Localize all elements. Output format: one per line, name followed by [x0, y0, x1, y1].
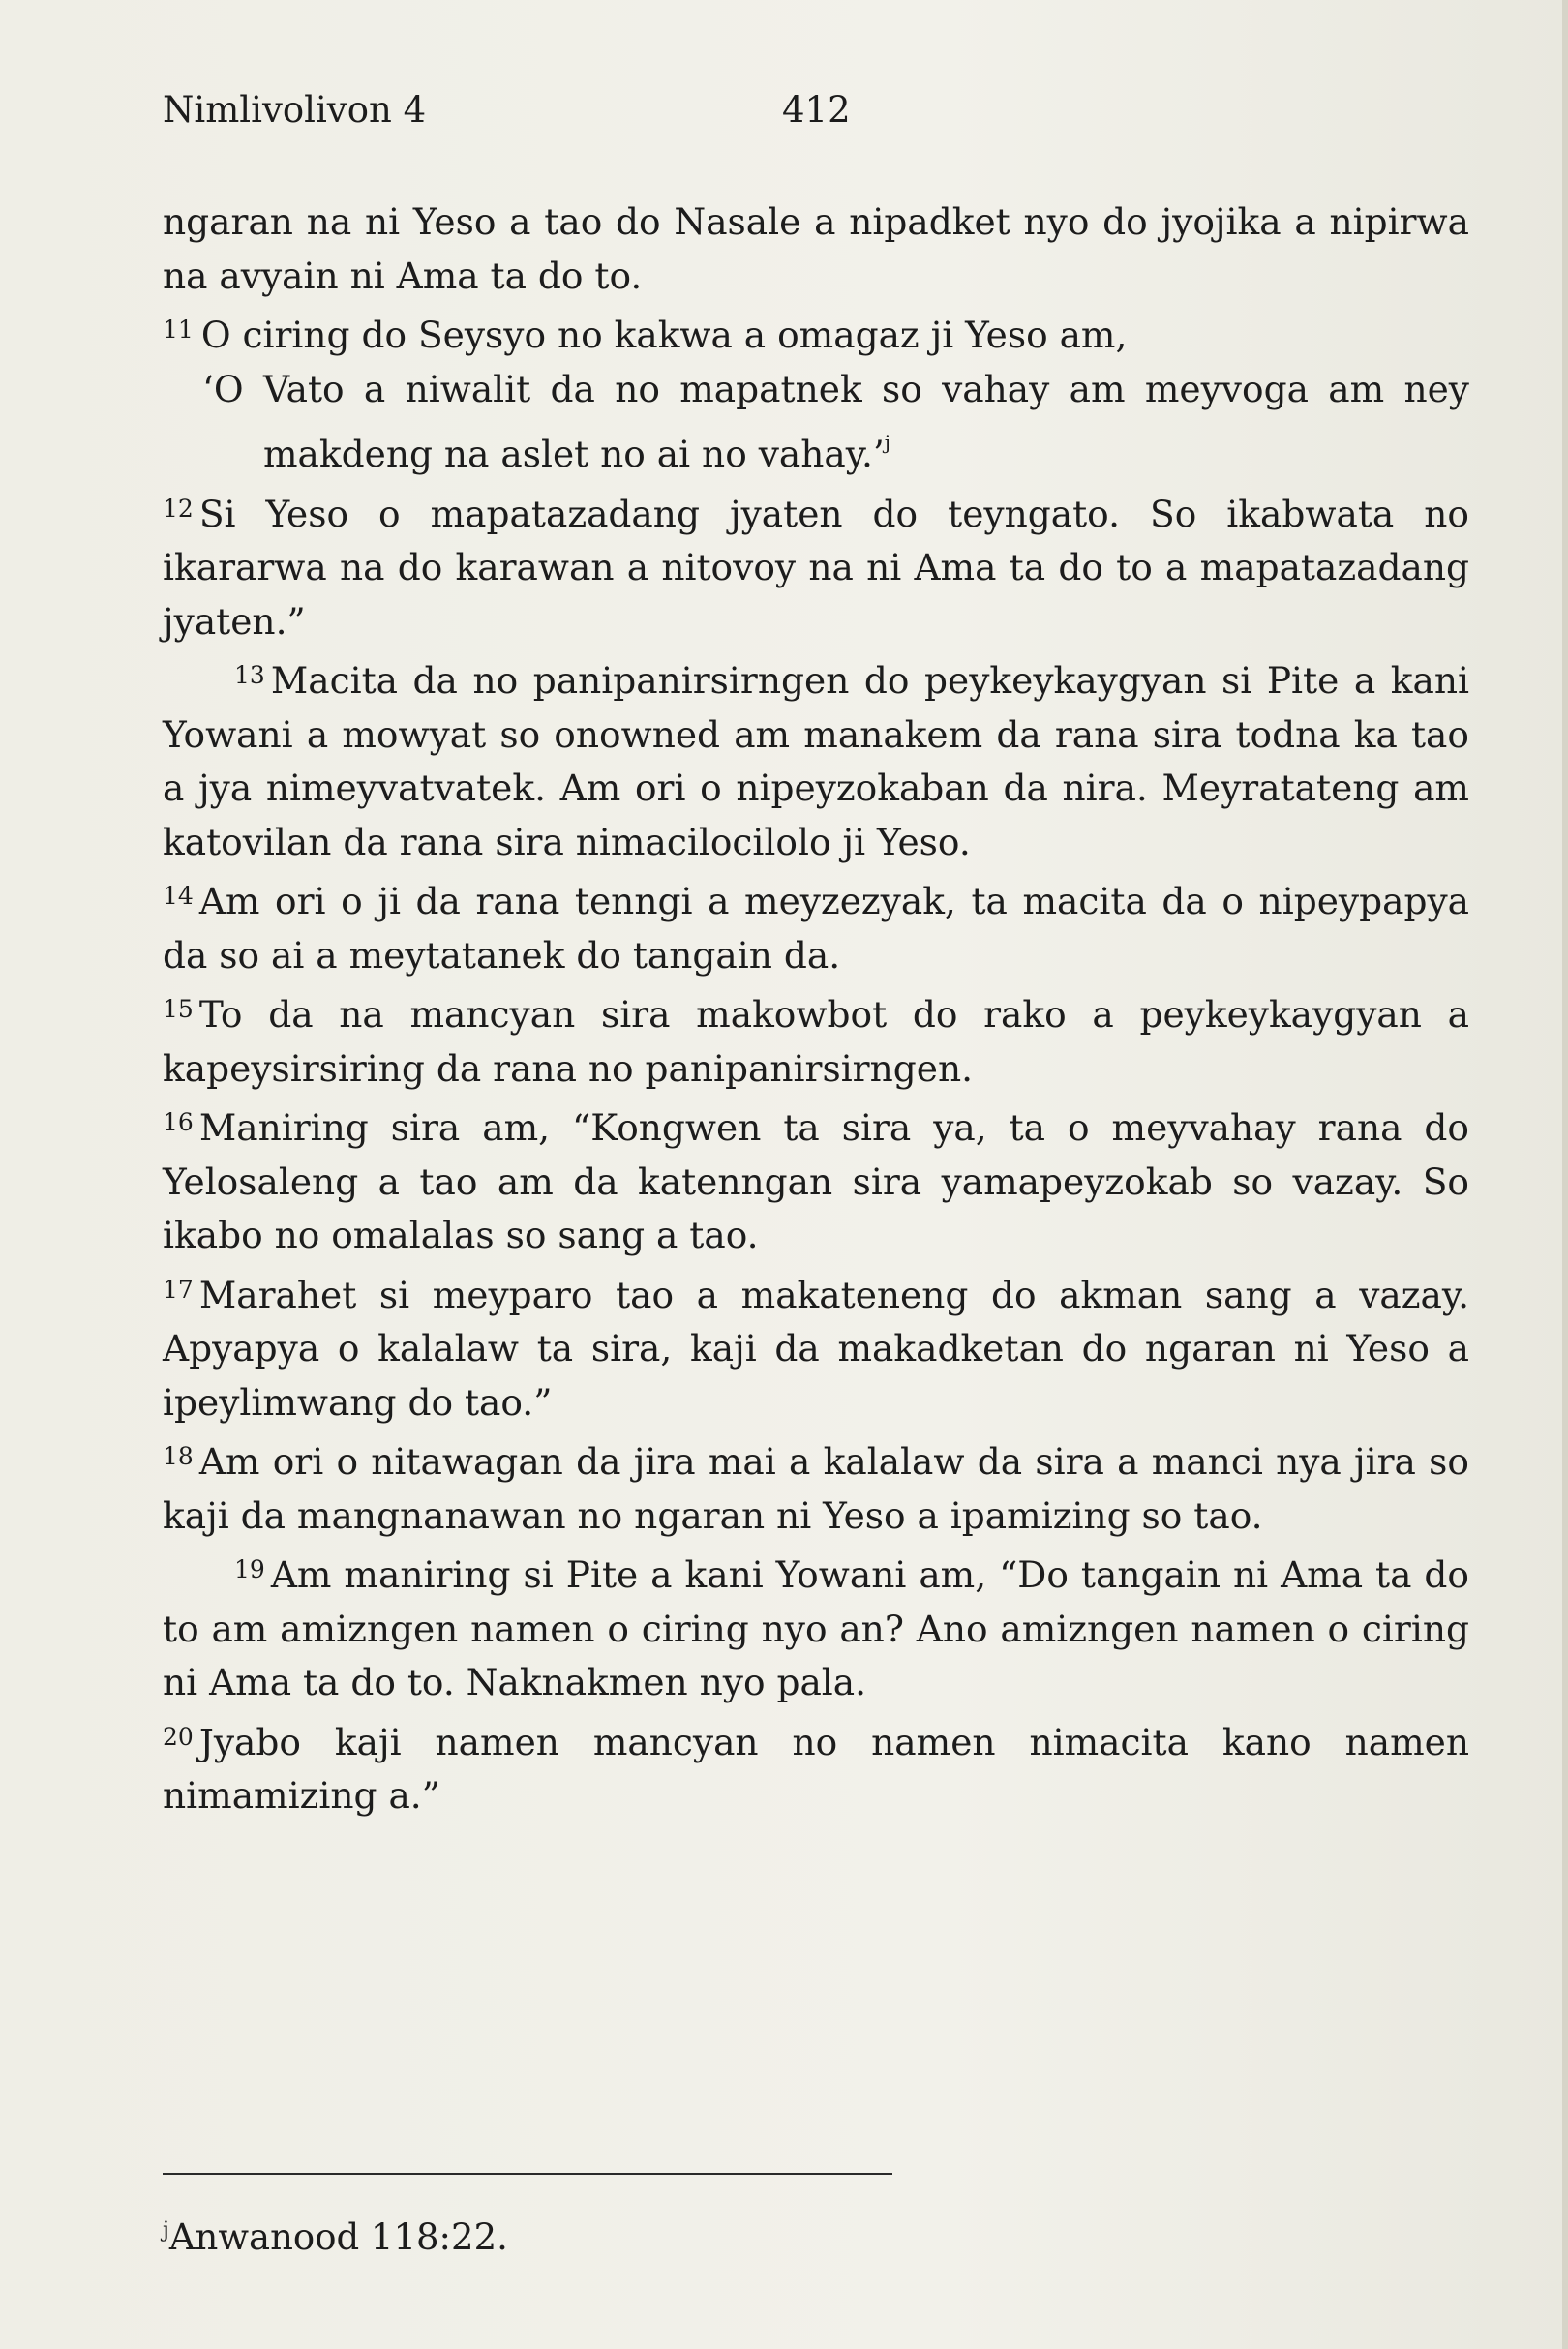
verse-text: ngaran na ni Yeso a tao do Nasale a nipadket nyo do jyojika a nipirwa na avyain ni Ama ta do to.: [163, 200, 1469, 297]
verse-text: Maniring sira am, “Kongwen ta sira ya, ta o meyvahay rana do Yelosaleng a tao am da katenngan sira yamapeyzokab so vazay. So ikabo no omalalas so sang a tao.: [163, 1106, 1469, 1256]
footnote-text: Anwanood 118:22.: [168, 2216, 508, 2258]
verse-text: To da na mancyan sira makowbot do rako a peykeykaygyan a kapeysirsiring da rana no panipanirsirngen.: [163, 993, 1469, 1090]
verse-text: O ciring do Seysyo no kakwa a omagaz ji Yeso am,: [200, 314, 1128, 356]
verse-number: 20: [163, 1722, 194, 1751]
verse-text: Jyabo kaji namen mancyan no namen nimacita kano namen nimamizing a.”: [163, 1720, 1469, 1817]
scripture-quote: [163, 363, 1469, 482]
verse-paragraph: [163, 869, 1469, 982]
verse-paragraph: [163, 1430, 1469, 1543]
verse-text: Am ori o nitawagan da jira mai a kalalaw da sira a manci nya jira so kaji da mangnanawan no ngaran ni Yeso a ipamizing so tao.: [163, 1440, 1469, 1537]
verse-text: Macita da no panipanirsirngen do peykeykaygyan si Pite a kani Yowani a mowyat so onowned am manakem da rana sira todna ka tao a jya nimeyvatvatek. Am ori o nipeyzokaban da nira. Meyratateng am katovilan da rana sira nimacilocilolo ji Yeso.: [163, 659, 1469, 863]
chapter-text: [163, 196, 1469, 1823]
verse-number: 12: [163, 494, 194, 523]
verse-paragraph: [163, 648, 1469, 869]
footnote-divider: [163, 2173, 892, 2175]
verse-text: Am maniring si Pite a kani Yowani am, “Do tangain ni Ama ta do to am amizngen namen o ciring nyo an? Ano amizngen namen o ciring ni Ama ta do to. Naknakmen nyo pala.: [163, 1553, 1469, 1703]
verse-number: 19: [234, 1555, 265, 1583]
verse-text: Si Yeso o mapatazadang jyaten do teyngato. So ikabwata no ikararwa na do karawan a nitovoy na ni Ama ta do to a mapatazadang jyaten.”: [163, 492, 1469, 643]
verse-number: 14: [163, 882, 194, 910]
verse-number: 13: [234, 661, 265, 689]
verse-number: 18: [163, 1442, 194, 1470]
verse-text: Am ori o ji da rana tenngi a meyzezyak, ta macita da o nipeypapya da so ai a meytatanek do tangain da.: [163, 880, 1469, 977]
verse-paragraph: [163, 982, 1469, 1096]
page-edge-shadow: [1562, 0, 1568, 2349]
verse-number: 16: [163, 1108, 194, 1136]
verse-paragraph: [163, 1096, 1469, 1263]
verse-paragraph: [163, 196, 1469, 303]
verse-paragraph: [163, 303, 1469, 363]
verse-number: 17: [163, 1275, 194, 1304]
verse-paragraph: [163, 1263, 1469, 1430]
book-reference: Nimlivolivon 4: [163, 89, 427, 131]
verse-number: 15: [163, 995, 194, 1023]
footnote-marker: j: [884, 431, 890, 454]
verse-number: 11: [163, 316, 194, 344]
verse-text: Marahet si meyparo tao a makateneng do akman sang a vazay. Apyapya o kalalaw ta sira, kaji da makadketan do ngaran ni Yeso a ipeylimwang do tao.”: [163, 1273, 1469, 1424]
verse-paragraph: [163, 1710, 1469, 1823]
verse-paragraph: [163, 1543, 1469, 1710]
quote-text: ‘O Vato a niwalit da no mapatnek so vahay am meyvoga am ney makdeng na aslet no ai no vahay.’: [202, 367, 1469, 475]
footnote: [163, 2216, 508, 2258]
running-header: [163, 89, 1469, 137]
footnote-letter: j: [163, 2217, 169, 2243]
verse-paragraph: [163, 482, 1469, 649]
page-number: 412: [782, 89, 851, 131]
